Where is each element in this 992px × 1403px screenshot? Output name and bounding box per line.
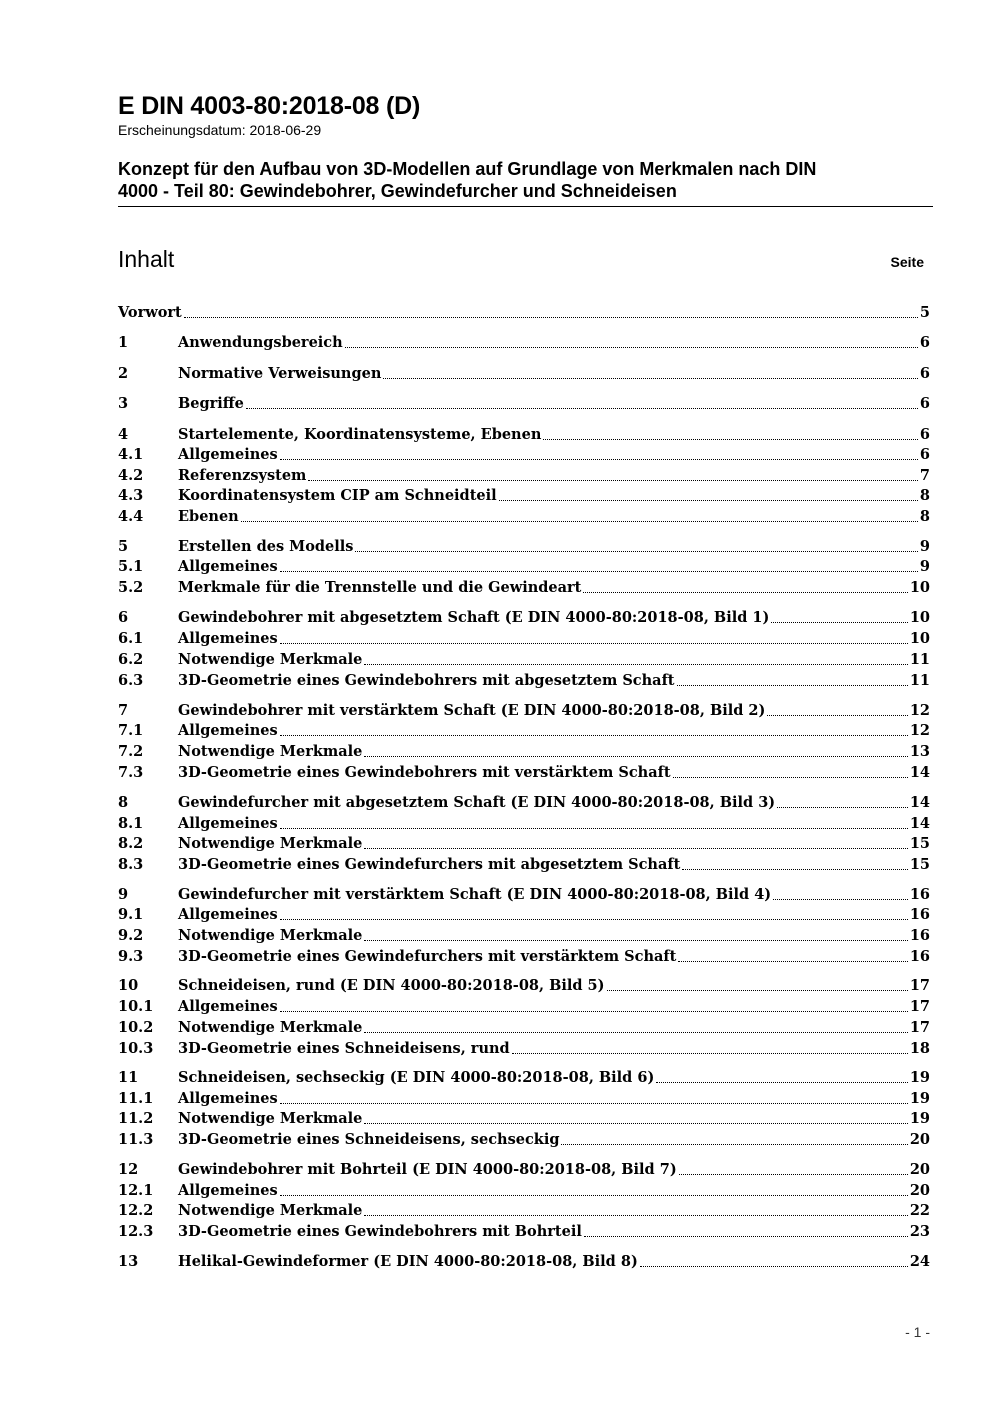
toc-entry[interactable] bbox=[118, 741, 930, 761]
page-number: - 1 - bbox=[905, 1324, 930, 1340]
toc-entry-page: 17 bbox=[909, 1019, 930, 1036]
toc-entry-title: Normative Verweisungen bbox=[178, 365, 382, 382]
toc-entry-number: 3 bbox=[118, 395, 129, 412]
toc-entry-page: 13 bbox=[909, 743, 930, 760]
toc-dot-leader bbox=[364, 756, 907, 757]
toc-entry-title: Ebenen bbox=[178, 508, 239, 525]
toc-dot-leader bbox=[184, 317, 918, 318]
toc-entry-number: 12.1 bbox=[118, 1182, 154, 1199]
toc-dot-leader bbox=[777, 807, 908, 808]
toc-dot-leader bbox=[512, 1053, 908, 1054]
toc-dot-leader bbox=[364, 1215, 907, 1216]
toc-entry-number: 4.1 bbox=[118, 446, 144, 463]
toc-entry-title: Merkmale für die Trennstelle und die Gewindeart bbox=[178, 579, 582, 596]
toc-dot-leader bbox=[499, 500, 918, 501]
toc-entry-number: 11.2 bbox=[118, 1110, 154, 1127]
toc-dot-leader bbox=[364, 1123, 907, 1124]
toc-entry[interactable] bbox=[118, 813, 930, 833]
toc-dot-leader bbox=[607, 990, 908, 991]
toc-entry-number: 6.2 bbox=[118, 651, 144, 668]
toc-entry-page: 15 bbox=[909, 835, 930, 852]
toc-entry[interactable] bbox=[118, 904, 930, 924]
toc-entry-page: 14 bbox=[909, 764, 930, 781]
toc-entry-page: 20 bbox=[909, 1161, 930, 1178]
toc-entry[interactable] bbox=[118, 628, 930, 648]
toc-entry-title: Gewindebohrer mit abgesetztem Schaft (E DIN 4000-80:2018-08, Bild 1) bbox=[178, 609, 770, 626]
toc-entry-number: 12 bbox=[118, 1161, 139, 1178]
toc-entry-page: 9 bbox=[919, 538, 930, 555]
toc-entry-page: 20 bbox=[909, 1131, 930, 1148]
toc-entry[interactable] bbox=[118, 332, 930, 352]
toc-entry-title: Allgemeines bbox=[178, 446, 278, 463]
toc-entry-number: 5.2 bbox=[118, 579, 144, 596]
toc-dot-leader bbox=[584, 1236, 908, 1237]
toc-entry-title: Gewindebohrer mit verstärktem Schaft (E DIN 4000-80:2018-08, Bild 2) bbox=[178, 702, 766, 719]
toc-dot-leader bbox=[640, 1266, 908, 1267]
toc-entry-number: 11 bbox=[118, 1069, 139, 1086]
subtitle-line-1: Konzept für den Aufbau von 3D-Modellen auf Grundlage von Merkmalen nach DIN bbox=[118, 159, 817, 179]
toc-dot-leader bbox=[767, 715, 907, 716]
toc-entry[interactable] bbox=[118, 1067, 930, 1087]
toc-entry[interactable] bbox=[118, 996, 930, 1016]
toc-entry-number: 4 bbox=[118, 426, 129, 443]
toc-entry-title: Startelemente, Koordinatensysteme, Ebenen bbox=[178, 426, 542, 443]
toc-dot-leader bbox=[773, 899, 908, 900]
toc-entry[interactable] bbox=[118, 1129, 930, 1149]
toc-dot-leader bbox=[583, 592, 907, 593]
toc-dot-leader bbox=[280, 1195, 908, 1196]
toc-entry-page: 8 bbox=[919, 508, 930, 525]
toc-entry[interactable] bbox=[118, 975, 930, 995]
toc-entry-page: 15 bbox=[909, 856, 930, 873]
toc-entry-title: Koordinatensystem CIP am Schneidteil bbox=[178, 487, 497, 504]
toc-dot-leader bbox=[364, 664, 907, 665]
toc-entry-title: Schneideisen, sechseckig (E DIN 4000-80:2018-08, Bild 6) bbox=[178, 1069, 655, 1086]
toc-entry-page: 17 bbox=[909, 977, 930, 994]
toc-entry-page: 19 bbox=[909, 1090, 930, 1107]
toc-entry[interactable] bbox=[118, 393, 930, 413]
toc-entry-title: Gewindefurcher mit abgesetztem Schaft (E DIN 4000-80:2018-08, Bild 3) bbox=[178, 794, 776, 811]
toc-entry[interactable] bbox=[118, 1200, 930, 1220]
toc-entry-title: Allgemeines bbox=[178, 558, 278, 575]
toc-entry[interactable] bbox=[118, 1221, 930, 1241]
toc-entry[interactable] bbox=[118, 1251, 930, 1271]
toc-entry-page: 19 bbox=[909, 1069, 930, 1086]
toc-entry-page: 12 bbox=[909, 702, 930, 719]
toc-dot-leader bbox=[241, 521, 918, 522]
toc-entry-page: 11 bbox=[909, 672, 930, 689]
toc-entry[interactable] bbox=[118, 792, 930, 812]
toc-entry-title: Erstellen des Modells bbox=[178, 538, 354, 555]
toc-entry-title: 3D-Geometrie eines Gewindebohrers mit verstärktem Schaft bbox=[178, 764, 671, 781]
toc-entry-number: 10.2 bbox=[118, 1019, 154, 1036]
toc-entry-number: 9.2 bbox=[118, 927, 144, 944]
toc-dot-leader bbox=[280, 735, 908, 736]
publication-date: Erscheinungsdatum: 2018-06-29 bbox=[118, 122, 322, 138]
toc-entry-title: Allgemeines bbox=[178, 906, 278, 923]
toc-entry-number: 9 bbox=[118, 886, 129, 903]
toc-entry-number: 9.3 bbox=[118, 948, 144, 965]
toc-entry-title: Helikal-Gewindeformer (E DIN 4000-80:2018-08, Bild 8) bbox=[178, 1253, 638, 1270]
toc-entry-title: 3D-Geometrie eines Gewindefurchers mit abgesetztem Schaft bbox=[178, 856, 681, 873]
toc-entry-title: Notwendige Merkmale bbox=[178, 743, 363, 760]
toc-entry-page: 24 bbox=[909, 1253, 930, 1270]
toc-entry-number: 10 bbox=[118, 977, 139, 994]
toc-entry-page: 17 bbox=[909, 998, 930, 1015]
toc-entry-title: Schneideisen, rund (E DIN 4000-80:2018-08, Bild 5) bbox=[178, 977, 605, 994]
toc-entry-number: 9.1 bbox=[118, 906, 144, 923]
toc-entry-title: Referenzsystem bbox=[178, 467, 307, 484]
toc-page-column-label: Seite bbox=[890, 254, 924, 270]
toc-entry[interactable] bbox=[118, 1180, 930, 1200]
toc-entry-title: 3D-Geometrie eines Gewindebohrers mit abgesetztem Schaft bbox=[178, 672, 675, 689]
toc-entry[interactable] bbox=[118, 649, 930, 669]
toc-entry-title: Notwendige Merkmale bbox=[178, 1110, 363, 1127]
toc-entry-number: 10.3 bbox=[118, 1040, 154, 1057]
toc-entry-title: 3D-Geometrie eines Schneideisens, sechseckig bbox=[178, 1131, 560, 1148]
toc-entry-number: 7.2 bbox=[118, 743, 144, 760]
toc-entry-number: 12.3 bbox=[118, 1223, 154, 1240]
toc-entry[interactable] bbox=[118, 762, 930, 782]
toc-entry-title: Notwendige Merkmale bbox=[178, 835, 363, 852]
toc-entry-number: 2 bbox=[118, 365, 129, 382]
toc-entry[interactable] bbox=[118, 424, 930, 444]
toc-entry-number: 7.3 bbox=[118, 764, 144, 781]
toc-entry[interactable] bbox=[118, 444, 930, 464]
toc-dot-leader bbox=[280, 1011, 908, 1012]
toc-entry-page: 11 bbox=[909, 651, 930, 668]
toc-entry[interactable] bbox=[118, 925, 930, 945]
toc-dot-leader bbox=[308, 480, 918, 481]
toc-entry-page: 8 bbox=[919, 487, 930, 504]
toc-entry-page: 10 bbox=[909, 630, 930, 647]
toc-entry[interactable] bbox=[118, 946, 930, 966]
toc-entry-page: 5 bbox=[919, 304, 930, 321]
toc-dot-leader bbox=[280, 828, 908, 829]
toc-entry-page: 14 bbox=[909, 794, 930, 811]
toc-entry-page: 6 bbox=[919, 334, 930, 351]
toc-entry-title: Allgemeines bbox=[178, 815, 278, 832]
toc-heading: Inhalt bbox=[118, 246, 175, 272]
toc-entry-page: 19 bbox=[909, 1110, 930, 1127]
toc-entry[interactable] bbox=[118, 833, 930, 853]
toc-entry-number: 8.2 bbox=[118, 835, 144, 852]
toc-entry-page: 12 bbox=[909, 722, 930, 739]
toc-dot-leader bbox=[364, 940, 907, 941]
toc-dot-leader bbox=[280, 643, 908, 644]
toc-entry-number: 1 bbox=[118, 334, 129, 351]
toc-entry-number: 6.3 bbox=[118, 672, 144, 689]
table-of-contents bbox=[118, 0, 930, 1403]
toc-entry-page: 16 bbox=[909, 906, 930, 923]
toc-entry[interactable] bbox=[118, 556, 930, 576]
toc-entry-page: 6 bbox=[919, 395, 930, 412]
toc-dot-leader bbox=[678, 961, 907, 962]
toc-entry-title: Allgemeines bbox=[178, 1090, 278, 1107]
toc-dot-leader bbox=[673, 777, 908, 778]
toc-dot-leader bbox=[355, 551, 917, 552]
toc-entry[interactable] bbox=[118, 884, 930, 904]
toc-dot-leader bbox=[246, 408, 918, 409]
toc-entry-title: Notwendige Merkmale bbox=[178, 651, 363, 668]
toc-entry-page: 16 bbox=[909, 886, 930, 903]
toc-dot-leader bbox=[677, 685, 908, 686]
toc-entry-title: Allgemeines bbox=[178, 722, 278, 739]
toc-entry-number: 13 bbox=[118, 1253, 139, 1270]
toc-entry-page: 23 bbox=[909, 1223, 930, 1240]
toc-entry[interactable] bbox=[118, 465, 930, 485]
toc-entry[interactable] bbox=[118, 506, 930, 526]
toc-entry-number: 6 bbox=[118, 609, 129, 626]
toc-entry[interactable] bbox=[118, 536, 930, 556]
toc-dot-leader bbox=[364, 848, 907, 849]
toc-entry-page: 10 bbox=[909, 609, 930, 626]
toc-entry-page: 22 bbox=[909, 1202, 930, 1219]
toc-entry-title: Allgemeines bbox=[178, 1182, 278, 1199]
toc-entry-page: 16 bbox=[909, 927, 930, 944]
toc-entry-title: Notwendige Merkmale bbox=[178, 1202, 363, 1219]
toc-entry-number: 4.4 bbox=[118, 508, 144, 525]
toc-dot-leader bbox=[656, 1082, 907, 1083]
toc-entry[interactable] bbox=[118, 1108, 930, 1128]
toc-entry-title: Gewindebohrer mit Bohrteil (E DIN 4000-80:2018-08, Bild 7) bbox=[178, 1161, 677, 1178]
toc-dot-leader bbox=[543, 439, 918, 440]
toc-entry-title: 3D-Geometrie eines Schneideisens, rund bbox=[178, 1040, 510, 1057]
toc-entry[interactable] bbox=[118, 700, 930, 720]
toc-entry-page: 7 bbox=[919, 467, 930, 484]
toc-entry-number: 8.3 bbox=[118, 856, 144, 873]
toc-entry[interactable] bbox=[118, 302, 930, 322]
toc-entry-title: Anwendungsbereich bbox=[178, 334, 343, 351]
toc-entry[interactable] bbox=[118, 670, 930, 690]
toc-entry-title: Gewindefurcher mit verstärktem Schaft (E DIN 4000-80:2018-08, Bild 4) bbox=[178, 886, 772, 903]
toc-entry-page: 6 bbox=[919, 426, 930, 443]
toc-entry-number: 6.1 bbox=[118, 630, 144, 647]
toc-entry[interactable] bbox=[118, 607, 930, 627]
toc-entry-number: 12.2 bbox=[118, 1202, 154, 1219]
toc-entry-number: 8.1 bbox=[118, 815, 144, 832]
toc-dot-leader bbox=[561, 1144, 907, 1145]
subtitle-line-2: 4000 - Teil 80: Gewindebohrer, Gewindefurcher und Schneideisen bbox=[118, 181, 677, 201]
toc-dot-leader bbox=[280, 919, 908, 920]
toc-entry-page: 18 bbox=[909, 1040, 930, 1057]
toc-dot-leader bbox=[682, 869, 908, 870]
toc-entry-page: 16 bbox=[909, 948, 930, 965]
toc-entry[interactable] bbox=[118, 1038, 930, 1058]
toc-entry-number: 5 bbox=[118, 538, 129, 555]
toc-entry[interactable] bbox=[118, 1159, 930, 1179]
toc-entry[interactable] bbox=[118, 577, 930, 597]
toc-entry-number: 7.1 bbox=[118, 722, 144, 739]
toc-entry-title: Notwendige Merkmale bbox=[178, 1019, 363, 1036]
toc-entry[interactable] bbox=[118, 485, 930, 505]
toc-dot-leader bbox=[345, 347, 918, 348]
toc-entry-page: 10 bbox=[909, 579, 930, 596]
toc-dot-leader bbox=[364, 1032, 907, 1033]
toc-entry-number: 11.3 bbox=[118, 1131, 154, 1148]
toc-entry-title: 3D-Geometrie eines Gewindefurchers mit verstärktem Schaft bbox=[178, 948, 677, 965]
toc-dot-leader bbox=[679, 1174, 908, 1175]
toc-entry-title: 3D-Geometrie eines Gewindebohrers mit Bohrteil bbox=[178, 1223, 582, 1240]
toc-entry-number: 11.1 bbox=[118, 1090, 154, 1107]
toc-entry[interactable] bbox=[118, 1088, 930, 1108]
toc-entry[interactable] bbox=[118, 1017, 930, 1037]
toc-entry-title: Allgemeines bbox=[178, 630, 278, 647]
toc-dot-leader bbox=[280, 571, 918, 572]
toc-entry-number: 5.1 bbox=[118, 558, 144, 575]
toc-entry-number: 7 bbox=[118, 702, 129, 719]
toc-entry-page: 20 bbox=[909, 1182, 930, 1199]
toc-entry-page: 6 bbox=[919, 446, 930, 463]
toc-entry-number: 8 bbox=[118, 794, 129, 811]
toc-entry-number: 4.2 bbox=[118, 467, 144, 484]
toc-entry[interactable] bbox=[118, 854, 930, 874]
toc-entry-page: 14 bbox=[909, 815, 930, 832]
toc-entry[interactable] bbox=[118, 363, 930, 383]
toc-entry-number: 4.3 bbox=[118, 487, 144, 504]
toc-entry-title: Begriffe bbox=[178, 395, 244, 412]
toc-entry-number: 10.1 bbox=[118, 998, 154, 1015]
toc-dot-leader bbox=[383, 378, 918, 379]
toc-entry-page: 9 bbox=[919, 558, 930, 575]
toc-entry-title: Notwendige Merkmale bbox=[178, 927, 363, 944]
toc-entry-title: Allgemeines bbox=[178, 998, 278, 1015]
document-title: E DIN 4003-80:2018-08 (D) bbox=[118, 92, 421, 120]
toc-entry-page: 6 bbox=[919, 365, 930, 382]
toc-entry-title: Vorwort bbox=[118, 304, 182, 321]
toc-dot-leader bbox=[771, 622, 907, 623]
toc-dot-leader bbox=[280, 459, 918, 460]
toc-entry[interactable] bbox=[118, 720, 930, 740]
toc-dot-leader bbox=[280, 1103, 908, 1104]
